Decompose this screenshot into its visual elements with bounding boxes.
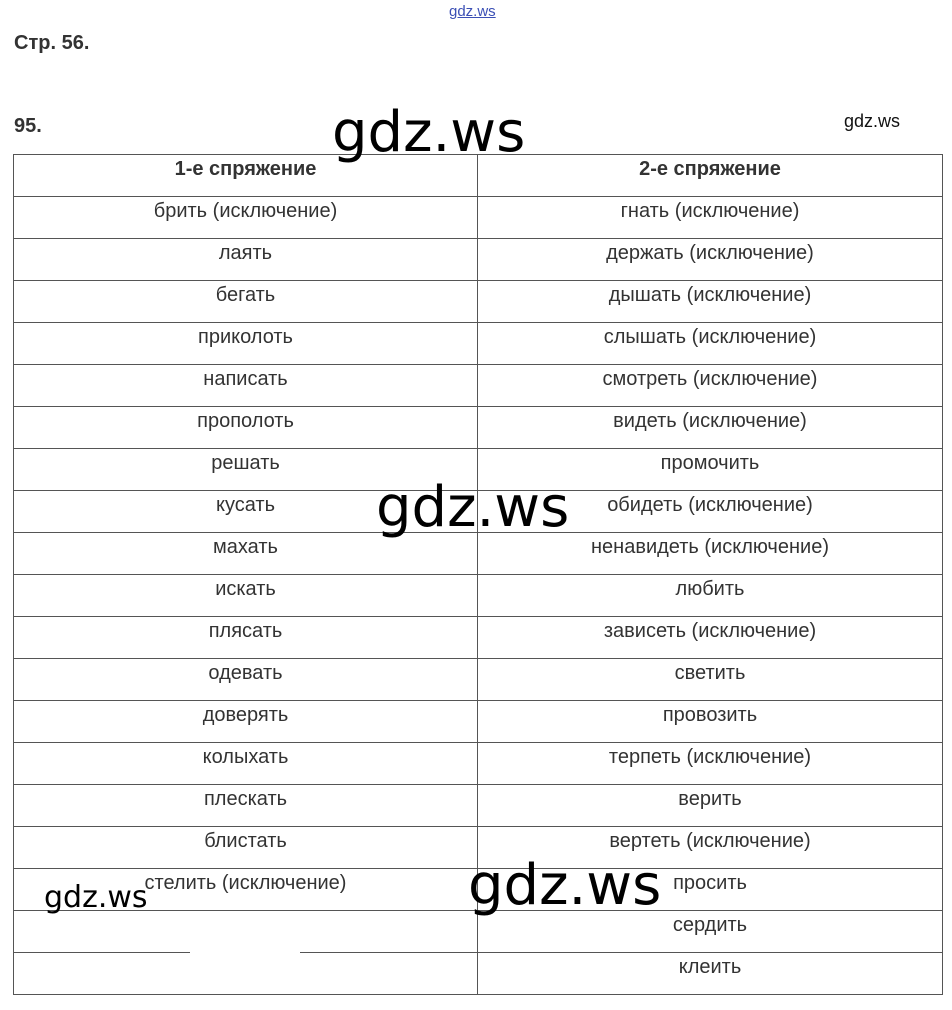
- cell-first-conjugation: прополоть: [14, 407, 478, 449]
- cell-second-conjugation: зависеть (исключение): [478, 617, 943, 659]
- table-row: [14, 281, 943, 323]
- cell-second-conjugation: сердить: [478, 911, 943, 953]
- cell-second-conjugation: любить: [478, 575, 943, 617]
- top-watermark-link[interactable]: gdz.ws: [449, 3, 496, 20]
- table-row: [14, 407, 943, 449]
- watermark-large: gdz.ws: [332, 100, 526, 165]
- cell-second-conjugation: промочить: [478, 449, 943, 491]
- table-row: [14, 197, 943, 239]
- cell-second-conjugation: светить: [478, 659, 943, 701]
- cell-first-conjugation: доверять: [14, 701, 478, 743]
- cell-first-conjugation: искать: [14, 575, 478, 617]
- table-row: [14, 239, 943, 281]
- cell-second-conjugation: держать (исключение): [478, 239, 943, 281]
- cell-first-conjugation: бегать: [14, 281, 478, 323]
- cell-second-conjugation: гнать (исключение): [478, 197, 943, 239]
- table-row: [14, 575, 943, 617]
- cell-second-conjugation: обидеть (исключение): [478, 491, 943, 533]
- cell-first-conjugation: одевать: [14, 659, 478, 701]
- cell-first-conjugation: брить (исключение): [14, 197, 478, 239]
- table-row: [14, 617, 943, 659]
- cell-second-conjugation: видеть (исключение): [478, 407, 943, 449]
- cell-second-conjugation: просить: [478, 869, 943, 911]
- cell-first-conjugation: плескать: [14, 785, 478, 827]
- table-row: [14, 659, 943, 701]
- header-first-conjugation: 1-е спряжение: [14, 155, 478, 197]
- cell-first-conjugation: написать: [14, 365, 478, 407]
- cell-first-conjugation: кусать: [14, 491, 478, 533]
- cell-first-conjugation: махать: [14, 533, 478, 575]
- cell-second-conjugation: ненавидеть (исключение): [478, 533, 943, 575]
- table-row: [14, 953, 943, 995]
- table-row: [14, 743, 943, 785]
- cell-second-conjugation: клеить: [478, 953, 943, 995]
- watermark-small: gdz.ws: [844, 111, 901, 131]
- table-row: [14, 365, 943, 407]
- cell-second-conjugation: провозить: [478, 701, 943, 743]
- cell-first-conjugation: стелить (исключение): [14, 869, 478, 911]
- cell-first-conjugation: колыхать: [14, 743, 478, 785]
- cell-second-conjugation: терпеть (исключение): [478, 743, 943, 785]
- watermark-large: gdz.ws: [376, 475, 570, 540]
- cell-second-conjugation: дышать (исключение): [478, 281, 943, 323]
- watermark-large: gdz.ws: [468, 853, 662, 918]
- header-second-conjugation: 2-е спряжение: [478, 155, 943, 197]
- cell-first-conjugation: приколоть: [14, 323, 478, 365]
- cell-second-conjugation: слышать (исключение): [478, 323, 943, 365]
- cell-second-conjugation: верить: [478, 785, 943, 827]
- cell-second-conjugation: смотреть (исключение): [478, 365, 943, 407]
- cell-first-conjugation: решать: [14, 449, 478, 491]
- table-row: [14, 323, 943, 365]
- exercise-number: 95.: [14, 115, 42, 137]
- table-row: [14, 785, 943, 827]
- page-reference: Стр. 56.: [14, 32, 90, 54]
- cell-first-conjugation: лаять: [14, 239, 478, 281]
- table-row: [14, 701, 943, 743]
- watermark-left: gdz.ws: [44, 880, 148, 915]
- cell-first-conjugation: плясать: [14, 617, 478, 659]
- cell-second-conjugation: вертеть (исключение): [478, 827, 943, 869]
- border-gap: [190, 950, 300, 960]
- cell-first-conjugation: [14, 911, 478, 953]
- cell-first-conjugation: блистать: [14, 827, 478, 869]
